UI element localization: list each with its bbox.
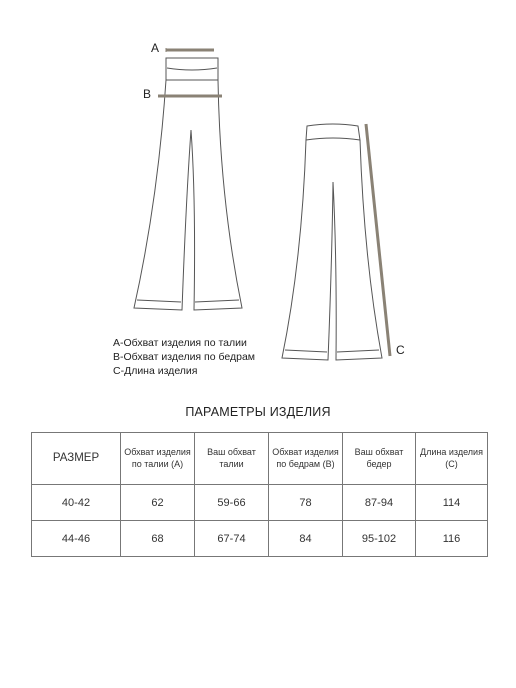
table-title: ПАРАМЕТРЫ ИЗДЕЛИЯ xyxy=(185,405,331,419)
cell-size: 44-46 xyxy=(32,521,121,557)
measure-line-c xyxy=(366,124,390,356)
legend-item-c: C-Длина изделия xyxy=(113,365,198,377)
legend-item-a: A-Обхват изделия по талии xyxy=(113,337,247,349)
cell-waist-body: 59-66 xyxy=(195,485,269,521)
cell-hips-body: 87-94 xyxy=(343,485,416,521)
pants-back-view xyxy=(282,124,382,360)
header-waist-garment: Обхват изделия по талии (А) xyxy=(121,433,195,485)
table-header-row xyxy=(32,433,488,485)
cell-waist-body: 67-74 xyxy=(195,521,269,557)
cell-waist-garment: 62 xyxy=(121,485,195,521)
measurement-legend xyxy=(113,336,255,378)
table-row xyxy=(32,521,488,557)
size-table xyxy=(31,432,488,557)
marker-b: B xyxy=(143,87,152,101)
cell-waist-garment: 68 xyxy=(121,521,195,557)
legend-item-b: B-Обхват изделия по бедрам xyxy=(113,351,256,363)
header-size: РАЗМЕР xyxy=(32,433,121,485)
cell-length: 114 xyxy=(416,485,488,521)
cell-hips-garment: 78 xyxy=(269,485,343,521)
header-hips-body: Ваш обхват бедер xyxy=(343,433,416,485)
cell-length: 116 xyxy=(416,521,488,557)
marker-a: A xyxy=(151,41,160,55)
header-length: Длина изделия (С) xyxy=(416,433,488,485)
marker-c: C xyxy=(396,343,405,357)
header-waist-body: Ваш обхват талии xyxy=(195,433,269,485)
cell-hips-body: 95-102 xyxy=(343,521,416,557)
cell-size: 40-42 xyxy=(32,485,121,521)
header-hips-garment: Обхват изделия по бедрам (В) xyxy=(269,433,343,485)
table-row xyxy=(32,485,488,521)
cell-hips-garment: 84 xyxy=(269,521,343,557)
